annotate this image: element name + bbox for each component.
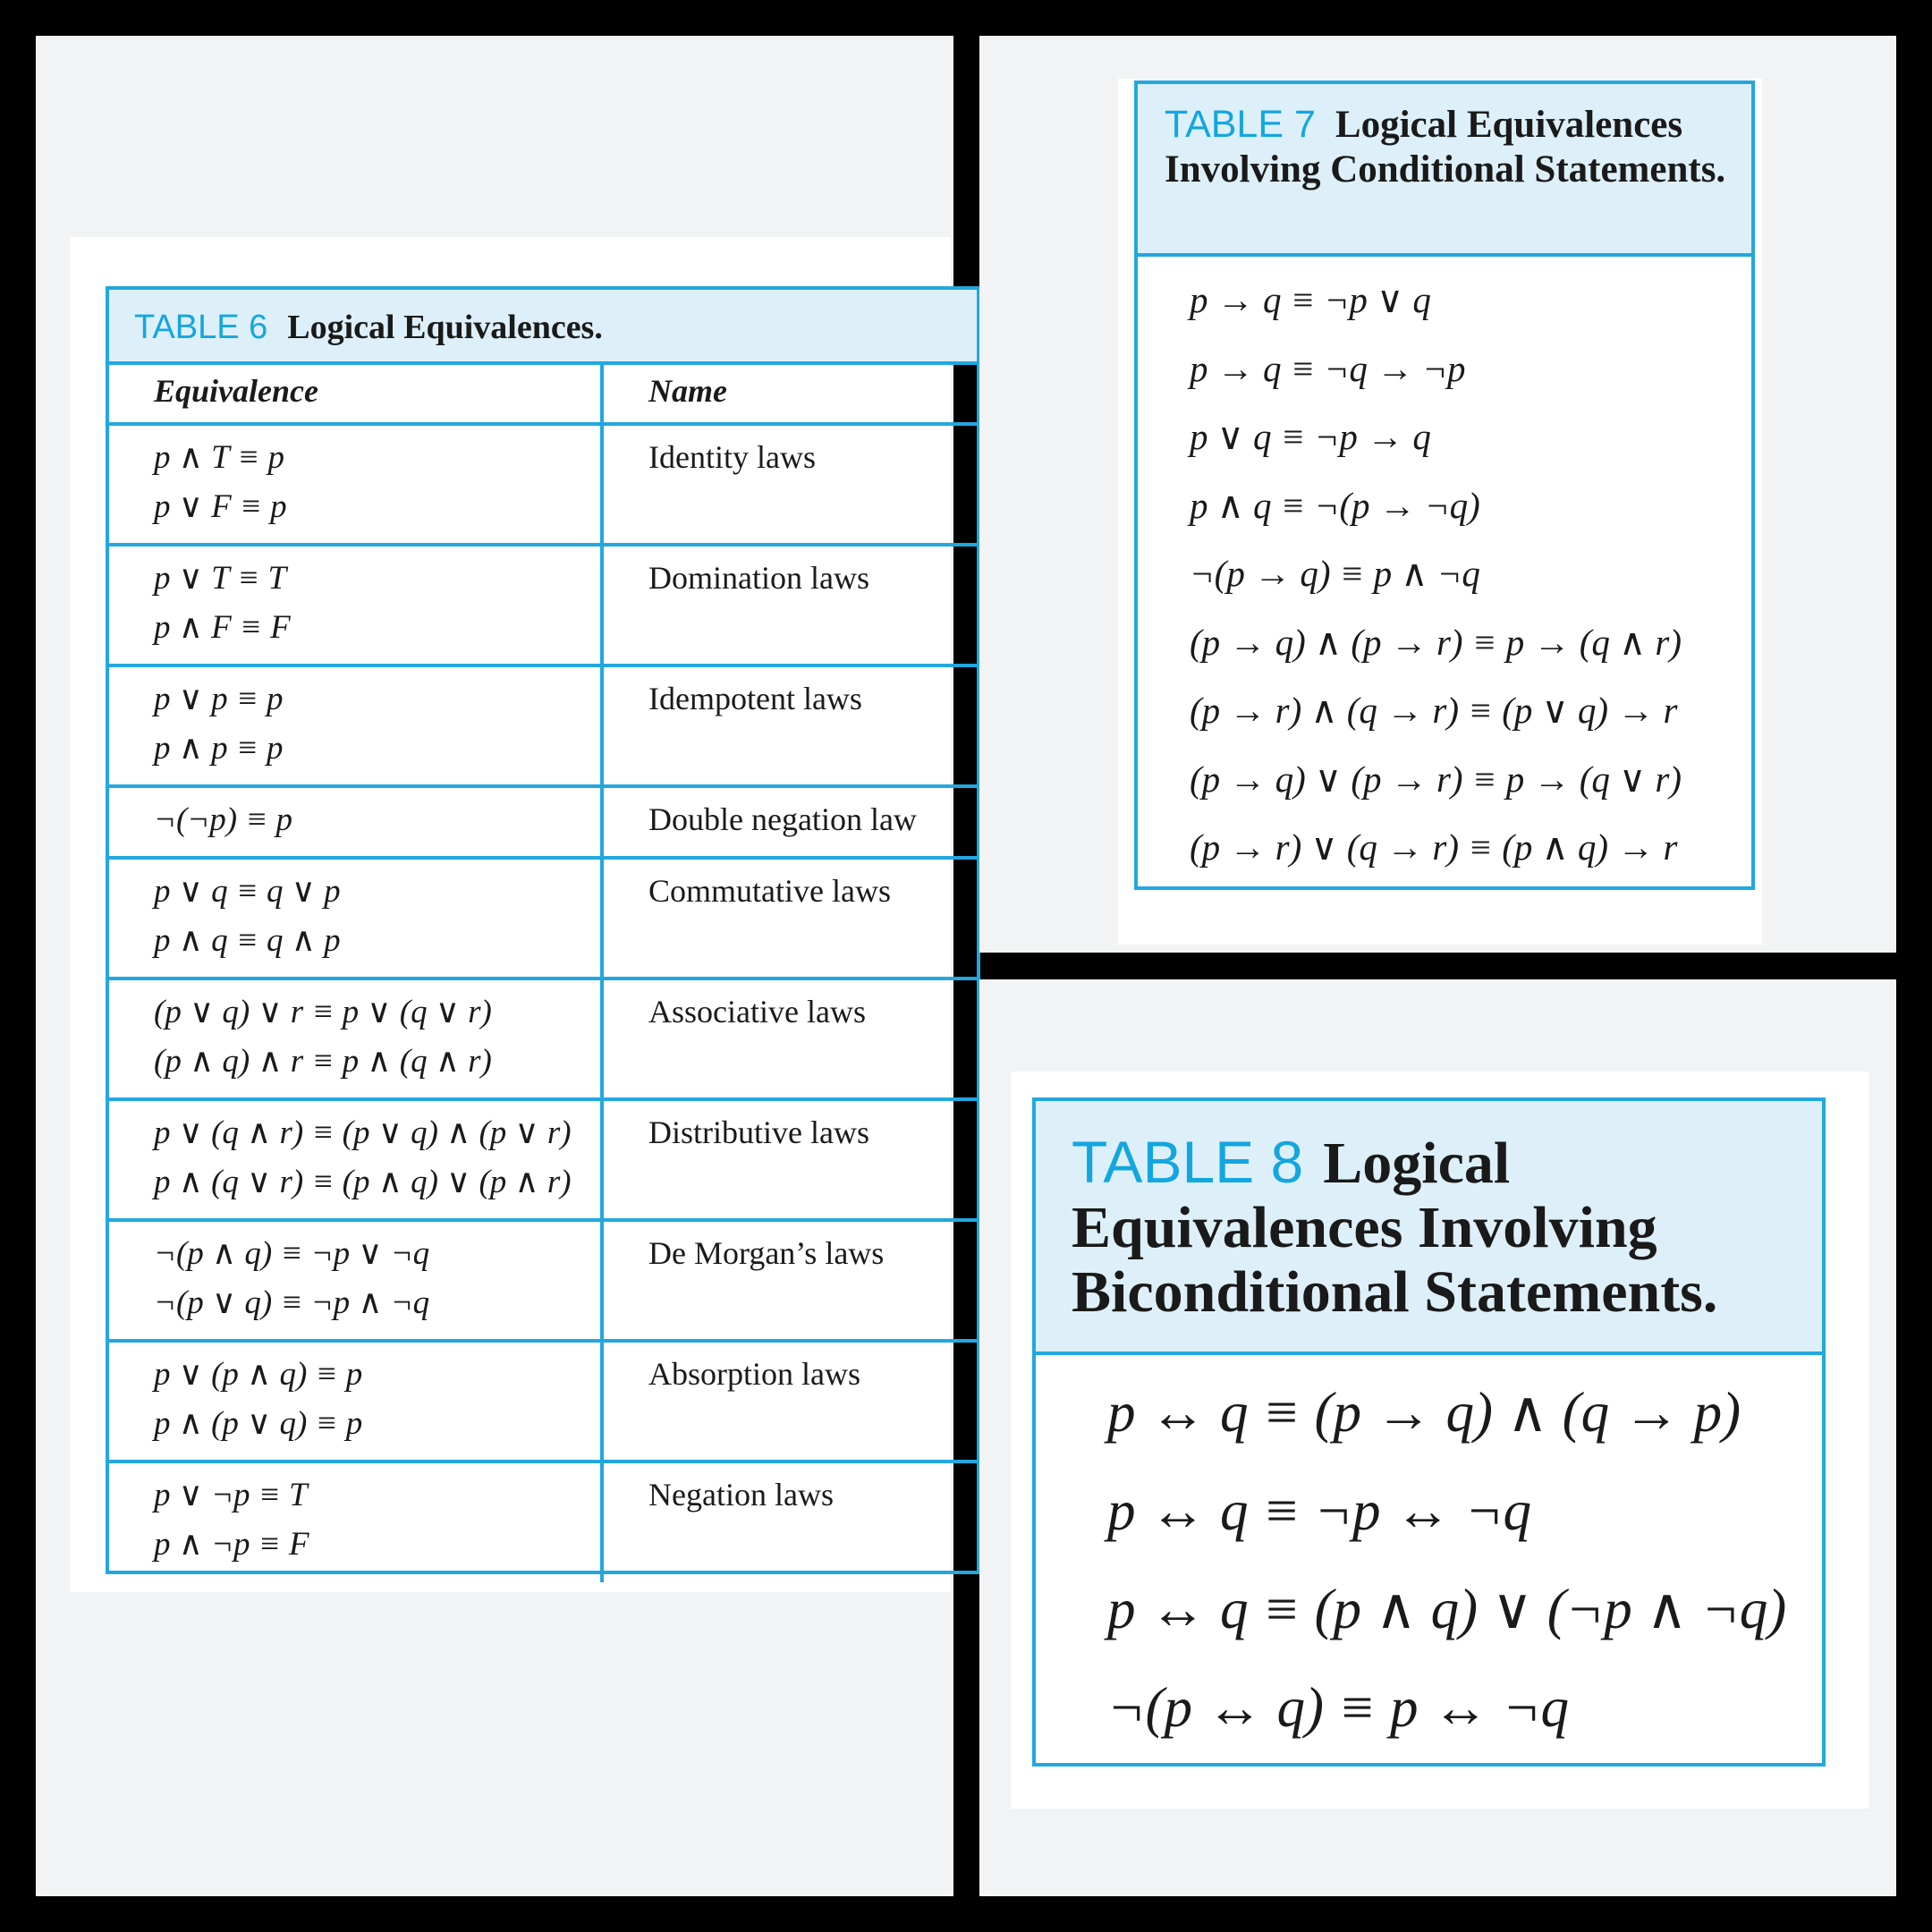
law-name: Domination laws <box>648 560 869 596</box>
law-name: Absorption laws <box>648 1356 860 1392</box>
equivalence: p ∧ (p ∨ q) ≡ p <box>154 1405 363 1442</box>
list-item: p → q ≡ ¬q → ¬p <box>1190 347 1466 389</box>
list-item: p ↔ q ≡ (p ∧ q) ∨ (¬p ∧ ¬q) <box>1107 1578 1787 1640</box>
table-row <box>109 1099 977 1220</box>
table-row <box>109 424 977 545</box>
panel-table-7 <box>979 36 1896 953</box>
list-item: (p → r) ∨ (q → r) ≡ (p ∧ q) → r <box>1190 826 1678 868</box>
list-item: p ∨ q ≡ ¬p → q <box>1190 416 1431 457</box>
table-7-tag: TABLE 7 <box>1165 103 1316 146</box>
table-8-list <box>1036 1355 1822 1772</box>
table-7-list <box>1138 257 1751 891</box>
equivalence: p ∨ q ≡ q ∨ p <box>154 873 341 910</box>
table-row <box>109 786 977 858</box>
table-8 <box>1032 1097 1826 1767</box>
table-7-title: Logical Equivalences Involving Conditional Statements. <box>1165 104 1726 191</box>
law-name: Commutative laws <box>648 873 891 909</box>
column-header-equivalence: Equivalence <box>109 365 602 424</box>
table-8-tag: TABLE 8 <box>1072 1129 1304 1195</box>
list-item: (p → r) ∧ (q → r) ≡ (p ∨ q) → r <box>1190 690 1678 731</box>
list-item: (p → q) ∨ (p → r) ≡ p → (q ∨ r) <box>1190 758 1682 800</box>
table-row <box>109 1341 977 1462</box>
list-item: p ↔ q ≡ ¬p ↔ ¬q <box>1107 1479 1532 1542</box>
table-row <box>109 979 977 1099</box>
table-6-tag: TABLE 6 <box>134 309 268 346</box>
table-row <box>109 545 977 665</box>
column-header-name: Name <box>602 365 977 424</box>
equivalence: p ∧ ¬p ≡ F <box>154 1526 309 1563</box>
equivalence: p ∧ q ≡ q ∧ p <box>154 922 341 959</box>
equivalence: p ∨ ¬p ≡ T <box>154 1477 308 1513</box>
table-row <box>109 1462 977 1582</box>
list-item: ¬(p ↔ q) ≡ p ↔ ¬q <box>1107 1676 1569 1739</box>
list-item: ¬(p → q) ≡ p ∧ ¬q <box>1190 553 1480 594</box>
list-item: (p → q) ∧ (p → r) ≡ p → (q ∧ r) <box>1190 621 1682 663</box>
law-name: Idempotent laws <box>648 681 862 716</box>
list-item: p → q ≡ ¬p ∨ q <box>1190 279 1431 320</box>
table-8-title: Logical Equivalences Involving Biconditional Statements. <box>1072 1131 1718 1325</box>
list-item: p ↔ q ≡ (p → q) ∧ (q → p) <box>1107 1381 1741 1444</box>
panel-table-6 <box>36 36 953 1896</box>
equivalence: p ∧ T ≡ p <box>154 439 284 476</box>
law-name: Negation laws <box>648 1477 834 1513</box>
panel-table-8 <box>979 979 1896 1896</box>
table-8-header <box>1036 1101 1822 1355</box>
table-6-title: Logical Equivalences. <box>287 309 603 346</box>
equivalence: p ∨ F ≡ p <box>154 488 287 525</box>
equivalence: ¬(p ∨ q) ≡ ¬p ∧ ¬q <box>154 1284 430 1321</box>
table-7-header <box>1138 84 1751 257</box>
table-row <box>109 1220 977 1341</box>
table-6 <box>106 286 980 1574</box>
table-6-grid <box>109 365 977 1582</box>
law-name: Double negation law <box>648 801 917 837</box>
equivalence: ¬(p ∧ q) ≡ ¬p ∨ ¬q <box>154 1235 430 1272</box>
law-name: Identity laws <box>648 439 816 475</box>
equivalence: p ∨ (q ∧ r) ≡ (p ∨ q) ∧ (p ∨ r) <box>154 1114 572 1151</box>
equivalence: ¬(¬p) ≡ p <box>154 801 293 838</box>
table-row <box>109 858 977 979</box>
table-7 <box>1134 80 1755 890</box>
law-name: Distributive laws <box>648 1114 869 1150</box>
table-6-sheet <box>70 237 951 1592</box>
equivalence: p ∧ p ≡ p <box>154 730 284 767</box>
equivalence: (p ∧ q) ∧ r ≡ p ∧ (q ∧ r) <box>154 1043 492 1080</box>
equivalence: p ∨ (p ∧ q) ≡ p <box>154 1356 363 1393</box>
table-row <box>109 665 977 786</box>
equivalence: p ∨ T ≡ T <box>154 560 287 597</box>
law-name: De Morgan’s laws <box>648 1235 885 1271</box>
law-name: Associative laws <box>648 994 866 1030</box>
table-6-column-headers <box>109 365 977 424</box>
list-item: p ∧ q ≡ ¬(p → ¬q) <box>1190 484 1480 526</box>
table-6-header <box>109 290 977 365</box>
equivalence: p ∧ (q ∨ r) ≡ (p ∧ q) ∨ (p ∧ r) <box>154 1164 572 1200</box>
equivalence: p ∧ F ≡ F <box>154 609 291 646</box>
equivalence: (p ∨ q) ∨ r ≡ p ∨ (q ∨ r) <box>154 994 492 1030</box>
equivalence: p ∨ p ≡ p <box>154 681 284 717</box>
